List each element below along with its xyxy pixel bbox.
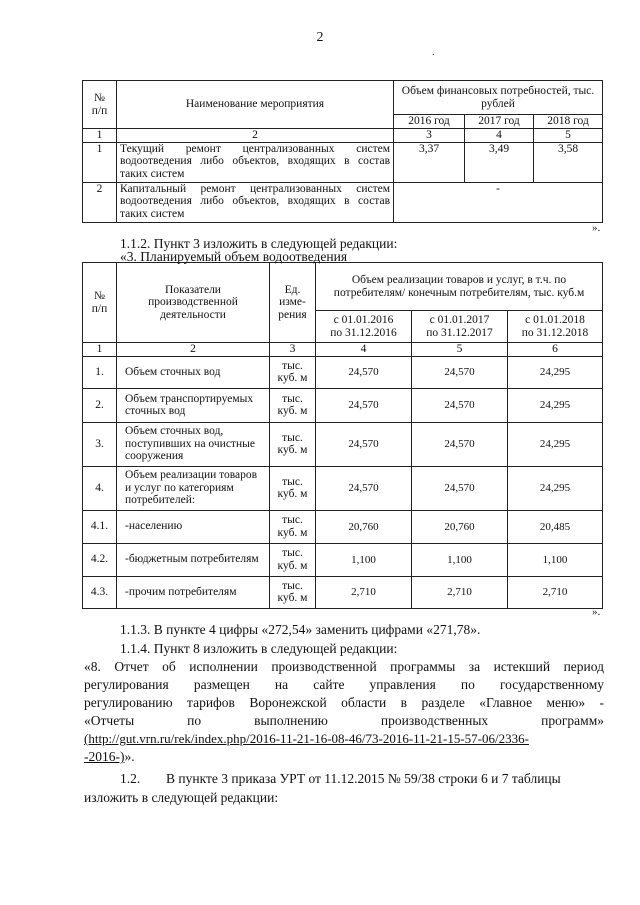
t2-header-no: № п/п bbox=[83, 263, 117, 343]
report-link-tail[interactable]: -2016-) bbox=[84, 749, 125, 764]
t2-colnum: 6 bbox=[508, 343, 603, 357]
para-8-line: регулирования размещен на сайте управления по государственному bbox=[84, 677, 604, 692]
financial-needs-table bbox=[82, 80, 603, 223]
t2-row-value: 24,570 bbox=[316, 422, 412, 466]
t1-row-name: Капитальный ремонт централизованных систем водоотведения либо объектов, входящих в состав таких систем bbox=[117, 182, 394, 222]
t2-row-name: Объем сточных вод, поступивших на очистные сооружения bbox=[117, 422, 270, 466]
t2-row-unit: тыс. куб. м bbox=[270, 510, 316, 543]
t1-colnum: 2 bbox=[117, 129, 394, 143]
t2-row-value: 20,760 bbox=[412, 510, 508, 543]
t2-period: с 01.01.2018 по 31.12.2018 bbox=[508, 311, 603, 343]
t2-header-indicator: Показатели производственной деятельности bbox=[117, 263, 270, 343]
t1-colnum: 4 bbox=[465, 129, 534, 143]
t2-row-no: 4. bbox=[83, 466, 117, 510]
para-1-2-line2: изложить в следующей редакции: bbox=[84, 790, 279, 805]
t2-row-no: 4.2. bbox=[83, 543, 117, 576]
page-number: 2 bbox=[316, 30, 324, 45]
table-row bbox=[83, 576, 603, 608]
t1-row-no: 2 bbox=[83, 182, 117, 222]
t2-row-value: 24,295 bbox=[508, 388, 603, 422]
t2-row-value: 2,710 bbox=[412, 576, 508, 608]
planned-volume-table bbox=[82, 262, 603, 609]
t1-row-no: 1 bbox=[83, 142, 117, 182]
t1-year: 2017 год bbox=[465, 115, 534, 129]
t2-row-value: 24,295 bbox=[508, 466, 603, 510]
para-1-1-2: 1.1.2. Пункт 3 изложить в следующей редакции: bbox=[120, 236, 398, 251]
t2-colnum: 4 bbox=[316, 343, 412, 357]
t1-colnum: 5 bbox=[534, 129, 603, 143]
t1-colnum: 3 bbox=[394, 129, 465, 143]
t2-colnum: 3 bbox=[270, 343, 316, 357]
table-row bbox=[83, 510, 603, 543]
stray-mark: . bbox=[432, 47, 435, 58]
t2-row-name: -населению bbox=[117, 510, 270, 543]
t1-row-value: 3,49 bbox=[465, 142, 534, 182]
t1-year: 2016 год bbox=[394, 115, 465, 129]
t2-row-value: 2,710 bbox=[316, 576, 412, 608]
t2-row-value: 24,570 bbox=[412, 356, 508, 388]
t2-header-volume: Объем реализации товаров и услуг, в т.ч. по потребителям/ конечным потребителям, тыс. куб.м bbox=[316, 263, 603, 311]
t1-year: 2018 год bbox=[534, 115, 603, 129]
t2-row-value: 24,570 bbox=[412, 388, 508, 422]
para-1-2-number: 1.2. bbox=[120, 771, 141, 786]
table-row bbox=[83, 543, 603, 576]
t2-row-no: 1. bbox=[83, 356, 117, 388]
table-row bbox=[83, 422, 603, 466]
section-3-title: «3. Планируемый объем водоотведения bbox=[120, 249, 348, 264]
t2-row-no: 3. bbox=[83, 422, 117, 466]
t1-row-merged: - bbox=[394, 182, 603, 222]
t2-row-value: 20,760 bbox=[316, 510, 412, 543]
para-8-line: регулированию тарифов Воронежской области в разделе «Главное меню» - bbox=[84, 695, 604, 710]
t2-row-value: 20,485 bbox=[508, 510, 603, 543]
para-8-line: «Отчеты по выполнению производственных программ» bbox=[84, 713, 604, 728]
t2-colnum: 2 bbox=[117, 343, 270, 357]
t2-row-unit: тыс. куб. м bbox=[270, 388, 316, 422]
t2-row-no: 2. bbox=[83, 388, 117, 422]
t2-row-no: 4.3. bbox=[83, 576, 117, 608]
t2-row-value: 24,570 bbox=[412, 422, 508, 466]
t2-row-unit: тыс. куб. м bbox=[270, 356, 316, 388]
t1-row-value: 3,37 bbox=[394, 142, 465, 182]
t2-row-value: 24,570 bbox=[316, 466, 412, 510]
t2-row-value: 24,570 bbox=[412, 466, 508, 510]
table-row bbox=[83, 142, 603, 182]
t2-period: с 01.01.2016 по 31.12.2016 bbox=[316, 311, 412, 343]
para-1-1-4: 1.1.4. Пункт 8 изложить в следующей редакции: bbox=[120, 641, 398, 656]
t2-row-unit: тыс. куб. м bbox=[270, 466, 316, 510]
t2-row-value: 24,295 bbox=[508, 422, 603, 466]
t2-row-value: 2,710 bbox=[508, 576, 603, 608]
t1-colnum: 1 bbox=[83, 129, 117, 143]
report-link-end bbox=[84, 749, 135, 765]
t1-row-name: Текущий ремонт централизованных систем водоотведения либо объектов, входящих в состав таких систем bbox=[117, 142, 394, 182]
t2-row-name: Объем реализации товаров и услуг по категориям потребителей: bbox=[117, 466, 270, 510]
t1-close-quote: ». bbox=[592, 222, 601, 234]
t2-row-no: 4.1. bbox=[83, 510, 117, 543]
t2-row-name: Объем транспортируемых сточных вод bbox=[117, 388, 270, 422]
t2-row-value: 24,570 bbox=[316, 356, 412, 388]
table-row bbox=[83, 466, 603, 510]
t1-header-no: № п/п bbox=[83, 81, 117, 129]
para-1-1-3: 1.1.3. В пункте 4 цифры «272,54» заменить цифрами «271,78». bbox=[120, 622, 481, 637]
t1-header-fin: Объем финансовых потребностей, тыс. рублей bbox=[394, 81, 603, 115]
t1-row-value: 3,58 bbox=[534, 142, 603, 182]
table-row bbox=[83, 388, 603, 422]
t2-period: с 01.01.2017 по 31.12.2017 bbox=[412, 311, 508, 343]
t2-colnum: 5 bbox=[412, 343, 508, 357]
para-1-2-text: В пункте 3 приказа УРТ от 11.12.2015 № 59/38 строки 6 и 7 таблицы bbox=[166, 771, 561, 786]
table-row bbox=[83, 182, 603, 222]
t2-row-name: -прочим потребителям bbox=[117, 576, 270, 608]
t2-row-unit: тыс. куб. м bbox=[270, 576, 316, 608]
t2-row-value: 1,100 bbox=[316, 543, 412, 576]
report-link[interactable]: (http://gut.vrn.ru/rek/index.php/2016-11-21-16-08-46/73-2016-11-21-15-57-06/2336- bbox=[84, 731, 529, 746]
t2-row-value: 24,295 bbox=[508, 356, 603, 388]
t2-row-unit: тыс. куб. м bbox=[270, 422, 316, 466]
t2-colnum: 1 bbox=[83, 343, 117, 357]
t2-row-unit: тыс. куб. м bbox=[270, 543, 316, 576]
t2-close-quote: ». bbox=[592, 606, 601, 618]
t2-row-value: 1,100 bbox=[508, 543, 603, 576]
t1-header-name: Наименование мероприятия bbox=[117, 81, 394, 129]
t2-row-name: -бюджетным потребителям bbox=[117, 543, 270, 576]
para-8-line: «8. Отчет об исполнении производственной программы за истекший период bbox=[84, 659, 604, 674]
para-8-close: ». bbox=[124, 749, 135, 764]
t2-row-value: 24,570 bbox=[316, 388, 412, 422]
table-row bbox=[83, 356, 603, 388]
t2-row-name: Объем сточных вод bbox=[117, 356, 270, 388]
t2-row-value: 1,100 bbox=[412, 543, 508, 576]
t2-header-unit: Ед. изме-рения bbox=[270, 263, 316, 343]
